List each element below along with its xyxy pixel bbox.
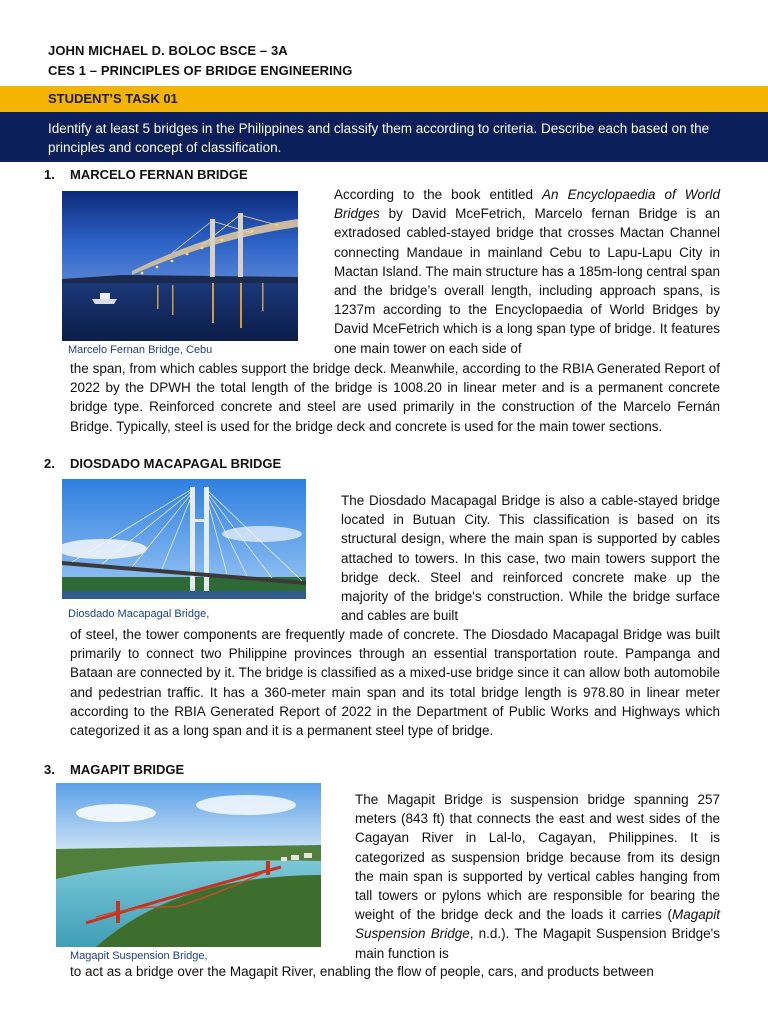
section-title: MARCELO FERNAN BRIDGE [70,167,248,182]
diosdado-macapagal-bridge-photo [62,479,306,599]
magapit-bridge-photo [56,783,321,947]
instruction-box [0,112,768,162]
bridge-2-side-text: The Diosdado Macapagal Bridge is also a cable-stayed bridge located in Butuan City. This classification is based on its structural design, where the main span is supported by cables attached to towers. In this case, two main towers support the bridge deck. Steel and reinforced concrete make up the majority of the bridge's construction. While the bridge surface and cables are built [341,493,720,624]
section-number: 3. [44,762,55,777]
section-title: DIOSDADO MACAPAGAL BRIDGE [70,456,282,471]
photo-caption: Diosdado Macapagal Bridge, [68,608,210,620]
author-line: JOHN MICHAEL D. BOLOC BSCE – 3A [48,43,288,58]
section-heading-2 [44,456,281,471]
bridge-3-side-text: The Magapit Bridge is suspension bridge spanning 257 meters (843 ft) that connects the east and west sides of the Cagayan River in Lal-lo, Cagayan, Philippines. It is categorized as suspension bridge because from its design the main span is supported by vertical cables hanging from tall towers or pylons which are responsible for bearing the weight of the bridge deck and the loads it carries (Magapit Suspension Bridge, n.d.). The Magapit Suspension Bridge's main function is [355,792,721,961]
bridge-1-side-text: According to the book entitled An Encyclopaedia of World Bridges by David McеFetrich, Marcelo fernan Bridge is an extradosed cabled-stayed bridge that crosses Mactan Channel connecting Mandaue in mainland Cebu to Lapu-Lapu City in Mactan Island. The main structure has a 185m-long central span and the bridge’s overall length, including approach spans, is 1237m according to the Encyclopaedia of World Bridges by David McеFetrich which is a long span type of bridge. It features one main tower on each side of [334,187,720,356]
task-title-bar [0,86,768,112]
section-number: 2. [44,456,55,471]
photo-caption: Marcelo Fernan Bridge, Cebu [68,344,213,356]
instruction-text: Identify at least 5 bridges in the Philippines and classify them according to criteria. Describe each based on the principles and concept of classification. [48,121,710,155]
task-title: STUDENT’S TASK 01 [48,91,178,106]
bridge-3-body-text: to act as a bridge over the Magapit River, enabling the flow of people, cars, and products between [70,964,654,979]
photo-caption: Magapit Suspension Bridge, [70,950,208,962]
bridge-1-body-text: the span, from which cables support the bridge deck. Meanwhile, according to the RBIA Generated Report of 2022 by the DPWH the total length of the bridge is 1008.20 in linear meter and is a permanent concrete bridge type. Reinforced concrete and steel are used primarily in the construction of the Marcelo Fernán Bridge. Typically, steel is used for the bridge deck and concrete is used for the main tower sections. [70,361,720,434]
section-number: 1. [44,167,55,182]
marcelo-fernan-bridge-photo [62,191,298,341]
bridge-2-body-text: of steel, the tower components are frequently made of concrete. The Diosdado Macapagal Bridge was built primarily to connect two Philippine provinces through an essential transportation route. Pampanga and Bataan are connected by it. The bridge is classified as a mixed-use bridge since it can allow both automobile and pedestrian traffic. It has a 360-meter main span and its total bridge length is 978.80 in linear meter according to the RBIA Generated Report of 2022 in the Department of Public Works and Highways which categorized it as a long span and it is a permanent steel type of bridge. [70,627,720,739]
course-line: CES 1 – PRINCIPLES OF BRIDGE ENGINEERING [48,63,353,78]
section-heading-3 [44,762,184,777]
section-heading-1 [44,167,248,182]
section-title: MAGAPIT BRIDGE [70,762,185,777]
